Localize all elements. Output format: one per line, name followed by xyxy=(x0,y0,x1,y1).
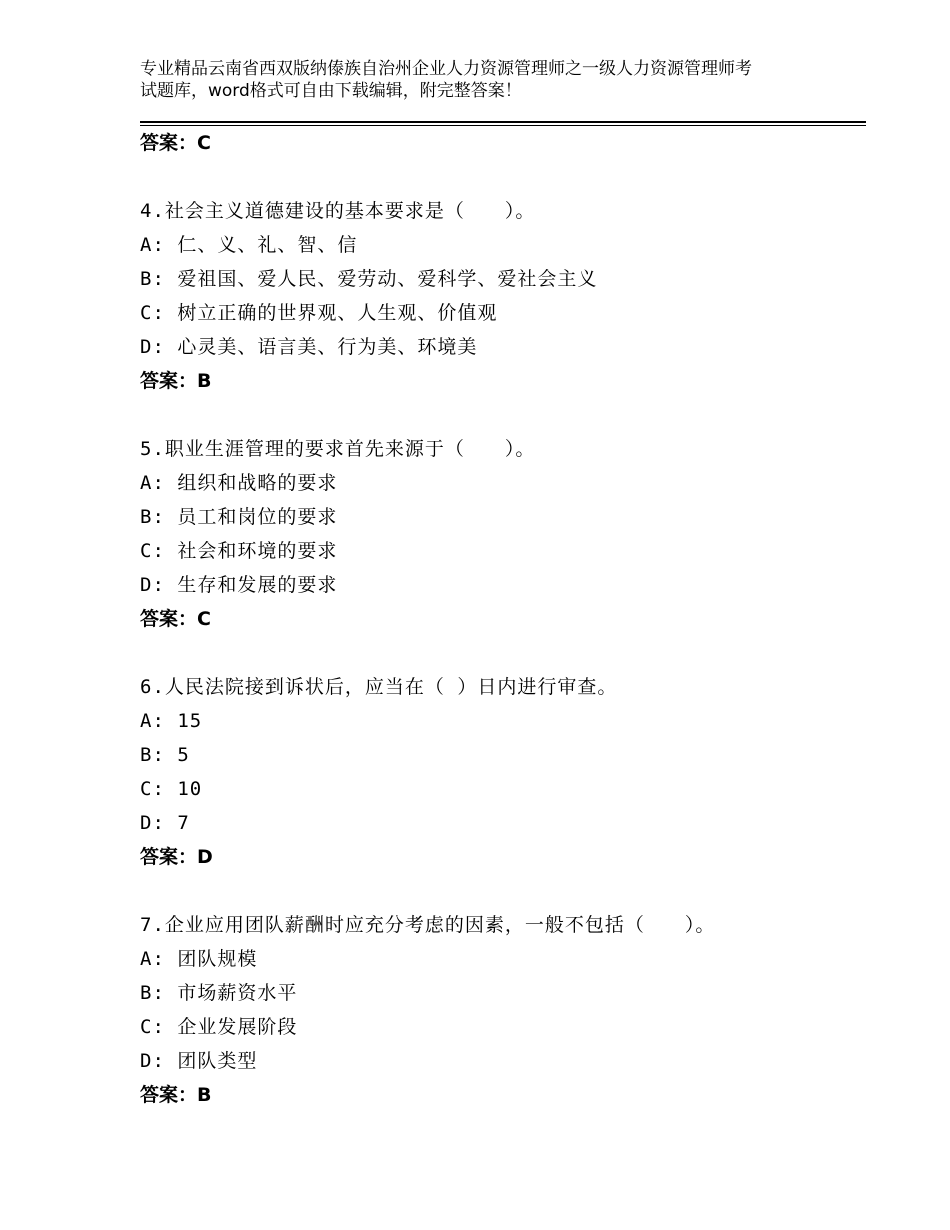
header-line-1: 专业精品云南省西双版纳傣族自治州企业人力资源管理师之一级人力资源管理师考 xyxy=(140,59,752,79)
option-a: A: 15 xyxy=(140,710,203,732)
answer-value: B xyxy=(197,370,212,392)
question-block xyxy=(140,432,866,636)
answer-line xyxy=(140,1078,866,1112)
answer-label: 答案： xyxy=(140,370,198,392)
option-d: D: 团队类型 xyxy=(140,1050,258,1072)
option-d: D: 7 xyxy=(140,812,190,834)
option-c: C: 社会和环境的要求 xyxy=(140,540,338,562)
answer-value: D xyxy=(197,846,213,868)
answer-line xyxy=(140,364,866,398)
option-d: D: 生存和发展的要求 xyxy=(140,574,338,596)
option-a: A: 团队规模 xyxy=(140,948,258,970)
question-block xyxy=(140,194,866,398)
option-c: C: 10 xyxy=(140,778,203,800)
option-a: A: 组织和战略的要求 xyxy=(140,472,338,494)
option-b: B: 爱祖国、爱人民、爱劳动、爱科学、爱社会主义 xyxy=(140,268,598,290)
option-b: B: 市场薪资水平 xyxy=(140,982,298,1004)
answer-label: 答案： xyxy=(140,608,198,630)
question-stem: 7.企业应用团队薪酬时应充分考虑的因素，一般不包括（ ）。 xyxy=(140,914,716,936)
answer-label: 答案： xyxy=(140,132,198,154)
header-rule-thick xyxy=(140,121,866,123)
question-stem: 6.人民法院接到诉状后，应当在（ ）日内进行审查。 xyxy=(140,676,618,698)
document-header xyxy=(140,58,840,102)
option-d: D: 心灵美、语言美、行为美、环境美 xyxy=(140,336,478,358)
question-stem: 5.职业生涯管理的要求首先来源于（ ）。 xyxy=(140,438,536,460)
question-block xyxy=(140,908,866,1112)
header-line-2: 试题库，word格式可自由下载编辑，附完整答案！ xyxy=(140,81,522,101)
option-b: B: 5 xyxy=(140,744,190,766)
answer-value: C xyxy=(197,608,211,630)
answer-line xyxy=(140,840,866,874)
question-stem: 4.社会主义道德建设的基本要求是（ ）。 xyxy=(140,200,536,222)
question-list xyxy=(140,126,866,1112)
answer-label: 答案： xyxy=(140,1084,198,1106)
answer-value: C xyxy=(197,132,211,154)
option-a: A: 仁、义、礼、智、信 xyxy=(140,234,358,256)
question-block xyxy=(140,670,866,874)
option-b: B: 员工和岗位的要求 xyxy=(140,506,338,528)
answer-line xyxy=(140,126,866,160)
answer-label: 答案： xyxy=(140,846,198,868)
answer-value: B xyxy=(197,1084,212,1106)
option-c: C: 企业发展阶段 xyxy=(140,1016,298,1038)
answer-line xyxy=(140,602,866,636)
option-c: C: 树立正确的世界观、人生观、价值观 xyxy=(140,302,498,324)
